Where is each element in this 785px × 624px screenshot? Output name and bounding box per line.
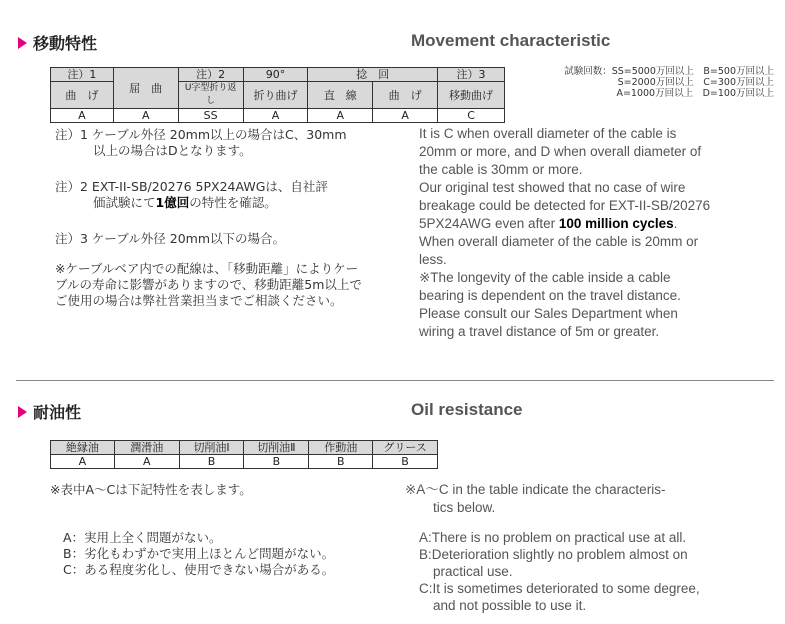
header-cell: 移動曲げ <box>438 82 505 109</box>
section-title-oil <box>18 400 81 423</box>
note-line: Please consult our Sales Department when <box>419 306 678 321</box>
oil-legend-en <box>419 529 764 614</box>
value-cell: B <box>373 455 438 469</box>
section-divider <box>16 380 774 381</box>
section-title-en: Oil resistance <box>411 400 523 419</box>
test-count-legend <box>515 66 774 99</box>
value-cell: A <box>243 109 308 123</box>
value-cell: C <box>438 109 505 123</box>
section-title-en: Movement characteristic <box>411 31 611 50</box>
note-line: bearing is dependent on the travel distance. <box>419 288 681 303</box>
note-line <box>55 195 400 211</box>
table-row <box>51 109 505 123</box>
legend-line: B:Deterioration slightly no problem almost on <box>419 547 688 562</box>
legend-line: and not possible to use it. <box>433 598 587 613</box>
header-cell: 折り曲げ <box>243 82 308 109</box>
note-line: ※A～C in the table indicate the characteris- <box>405 482 666 497</box>
header-cell: 直 線 <box>308 82 373 109</box>
header-cell: 注）2 <box>178 68 243 82</box>
table-row <box>51 455 438 469</box>
header-cell: 注）3 <box>438 68 505 82</box>
header-cell: 曲 げ <box>373 82 438 109</box>
value-cell: A <box>308 109 373 123</box>
chevron-right-icon <box>18 406 27 418</box>
value-cell: SS <box>178 109 243 123</box>
note-line: 注）2 EXT-II-SB/20276 5PX24AWGは、自社評 <box>55 179 328 194</box>
note-line: tics below. <box>433 500 496 515</box>
legend-line: S=2000万回以上 C=300万回以上 <box>617 77 774 88</box>
oil-legend-jp <box>63 530 398 578</box>
note-line: 以上の場合はDとなります。 <box>93 143 252 158</box>
value-cell: A <box>51 455 115 469</box>
oil-note-jp: ※表中A～Cは下記特性を表します。 <box>50 482 252 497</box>
note-line: 20mm or more, and D when overall diameter of <box>419 144 702 159</box>
note-text: 価試験にて <box>93 195 156 210</box>
note-line <box>419 215 759 233</box>
value-cell: B <box>179 455 244 469</box>
value-cell: A <box>114 455 179 469</box>
legend-line: C：ある程度劣化し、使用できない場合がある。 <box>63 562 335 577</box>
note-line: ご使用の場合は弊社営業担当までご相談ください。 <box>55 293 343 308</box>
legend-line: A:There is no problem on practical use at all. <box>419 530 687 545</box>
section-title-jp: 耐油性 <box>33 403 82 422</box>
table-header-row <box>51 441 438 455</box>
header-cell: U字型折り返し <box>178 82 243 109</box>
note-line: ※ケーブルベア内での配線は、「移動距離」によりケー <box>55 261 359 276</box>
legend-line: 試験回数：SS=5000万回以上 B=500万回以上 <box>564 66 774 77</box>
value-cell: A <box>373 109 438 123</box>
header-cell: 切削油Ⅱ <box>244 441 309 455</box>
header-cell: グリース <box>373 441 438 455</box>
legend-line: A：実用上全く問題がない。 <box>63 530 222 545</box>
note-text: . <box>673 216 678 231</box>
note-line: 注）3 ケーブル外径 20mm以下の場合。 <box>55 231 286 246</box>
value-cell: B <box>309 455 373 469</box>
note-line: wiring a travel distance of 5m or greater. <box>419 324 660 339</box>
value-cell: A <box>51 109 114 123</box>
note-text: の特性を確認。 <box>189 195 277 210</box>
legend-line: A=1000万回以上 D=100万回以上 <box>616 88 774 99</box>
legend-line: C:It is sometimes deteriorated to some degree, <box>419 581 700 596</box>
note-line: ※The longevity of the cable inside a cable <box>419 270 671 285</box>
header-cell: 潤滑油 <box>114 441 179 455</box>
note-line: It is C when overall diameter of the cable is <box>419 126 677 141</box>
header-cell: 切削油Ⅰ <box>179 441 244 455</box>
note-line: ブルの寿命に影響がありますので、移動距離5m以上で <box>55 277 362 292</box>
movement-table <box>50 67 505 123</box>
header-cell: 注）1 <box>51 68 114 82</box>
notes-en <box>419 125 759 341</box>
value-cell: A <box>113 109 178 123</box>
note-bold: 100 million cycles <box>558 216 674 231</box>
note-line: When overall diameter of the cable is 20mm or <box>419 234 699 249</box>
header-cell: 曲 げ <box>51 82 114 109</box>
oil-note-en <box>405 481 760 517</box>
header-cell: 捻 回 <box>308 68 438 82</box>
header-cell: 作動油 <box>309 441 373 455</box>
legend-line: practical use. <box>433 564 513 579</box>
chevron-right-icon <box>18 37 27 49</box>
note-line: 注）1 ケーブル外径 20mm以上の場合はC、30mm <box>55 127 347 142</box>
table-header-row <box>51 68 505 82</box>
note-text: 5PX24AWG even after <box>419 216 559 231</box>
oil-table <box>50 440 438 469</box>
section-title-jp: 移動特性 <box>33 34 98 53</box>
section-title-movement <box>18 31 97 54</box>
legend-line: B：劣化もわずかで実用上ほとんど問題がない。 <box>63 546 335 561</box>
header-cell: 屈 曲 <box>113 68 178 109</box>
note-bold: 1億回 <box>155 195 190 210</box>
note-line: breakage could be detected for EXT-II-SB/20276 <box>419 198 711 213</box>
header-cell: 絶縁油 <box>51 441 115 455</box>
value-cell: B <box>244 455 309 469</box>
note-line: the cable is 30mm or more. <box>419 162 583 177</box>
header-cell: 90° <box>243 68 308 82</box>
notes-jp <box>55 127 400 309</box>
note-line: less. <box>419 252 447 267</box>
note-line: Our original test showed that no case of wire <box>419 180 686 195</box>
